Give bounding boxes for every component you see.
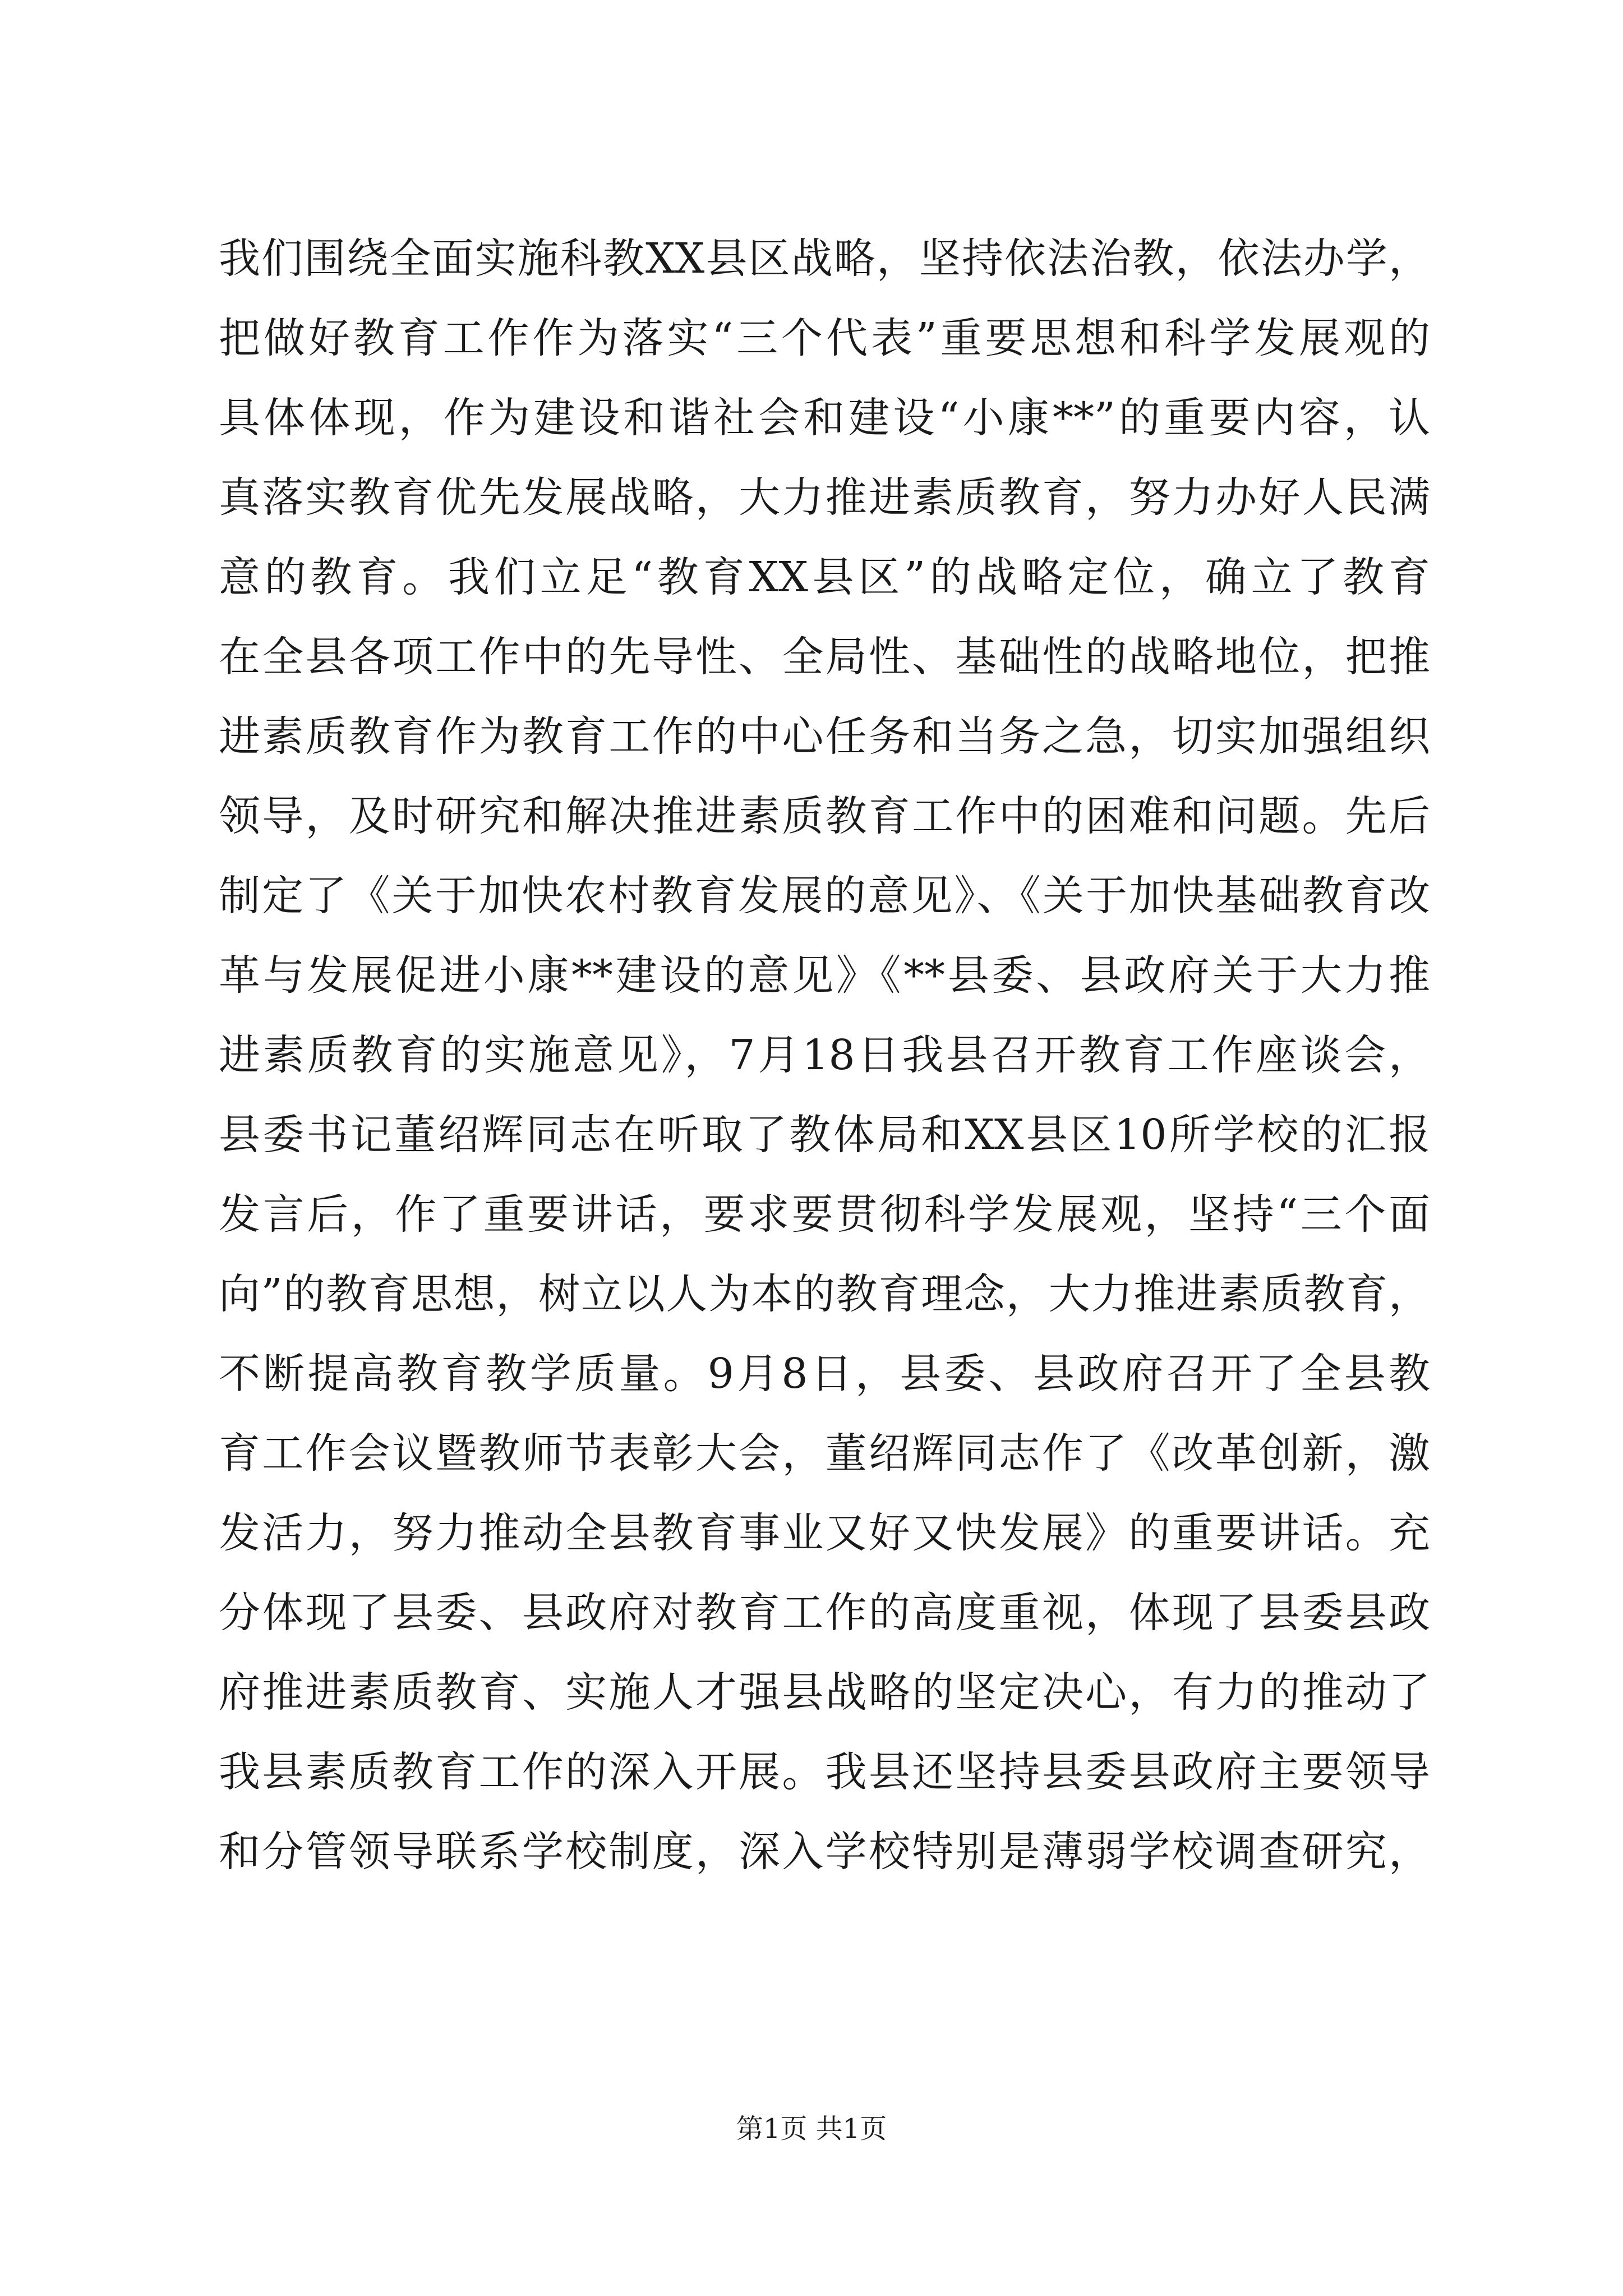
- text-line: 真落实教育优先发展战略，大力推进素质教育，努力办好人民满: [219, 473, 1430, 522]
- text-line: 我们围绕全面实施科教XX县区战略，坚持依法治教，依法办学，: [219, 234, 1430, 283]
- text-line: 发活力，努力推动全县教育事业又好又快发展》的重要讲话。充: [219, 1509, 1430, 1557]
- text-line: 我县素质教育工作的深入开展。我县还坚持县委县政府主要领导: [219, 1748, 1430, 1796]
- text-line: 革与发展促进小康**建设的意见》《**县委、县政府关于大力推: [219, 951, 1430, 1000]
- text-line: 发言后，作了重要讲话，要求要贯彻科学发展观，坚持“三个面: [219, 1190, 1430, 1239]
- text-line: 制定了《关于加快农村教育发展的意见》、《关于加快基础教育改: [219, 872, 1430, 920]
- text-line: 县委书记董绍辉同志在听取了教体局和XX县区10所学校的汇报: [219, 1111, 1430, 1159]
- text-line: 分体现了县委、县政府对教育工作的高度重视，体现了县委县政: [219, 1589, 1430, 1637]
- text-line: 育工作会议暨教师节表彰大会，董绍辉同志作了《改革创新，激: [219, 1429, 1430, 1478]
- body-paragraph: [219, 219, 1430, 1892]
- text-line: 领导，及时研究和解决推进素质教育工作中的困难和问题。先后: [219, 792, 1430, 840]
- text-line: 意的教育。我们立足“教育XX县区”的战略定位，确立了教育: [219, 553, 1430, 601]
- text-line: 具体体现，作为建设和谐社会和建设“小康**”的重要内容，认: [219, 394, 1430, 442]
- text-line: 在全县各项工作中的先导性、全局性、基础性的战略地位，把推: [219, 633, 1430, 681]
- text-line: 进素质教育作为教育工作的中心任务和当务之急，切实加强组织: [219, 712, 1430, 761]
- text-line: 不断提高教育教学质量。9月8日，县委、县政府召开了全县教: [219, 1350, 1430, 1398]
- text-line: 把做好教育工作作为落实“三个代表”重要思想和科学发展观的: [219, 314, 1430, 362]
- text-line: 进素质教育的实施意见》，7月18日我县召开教育工作座谈会，: [219, 1031, 1430, 1079]
- text-line: 向”的教育思想，树立以人为本的教育理念，大力推进素质教育，: [219, 1270, 1430, 1318]
- text-line: 和分管领导联系学校制度，深入学校特别是薄弱学校调查研究，: [219, 1828, 1430, 1876]
- page-number-footer: 第1页 共1页: [736, 2113, 887, 2145]
- text-line: 府推进素质教育、实施人才强县战略的坚定决心，有力的推动了: [219, 1668, 1430, 1717]
